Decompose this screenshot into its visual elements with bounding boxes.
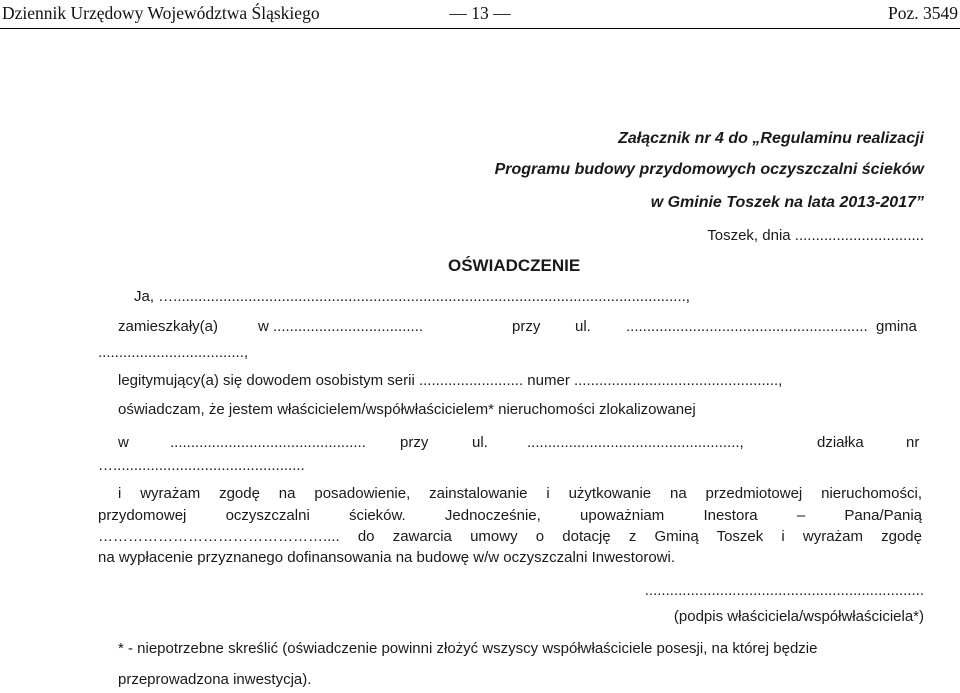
consent-paragraph-line-1: i wyrażam zgodę na posadowienie, zainstalowanie i użytkowanie na przedmiotowej nieruchomości,: [118, 485, 922, 502]
plot-label: działka: [817, 434, 864, 451]
residence-at-label: przy: [512, 318, 541, 335]
property-street-field: ...................................................,: [527, 434, 744, 451]
footnote-line-1: * - niepotrzebne skreślić (oświadczenie powinni złożyć wszyscy współwłaściciele posesji, na której będzie: [118, 640, 818, 657]
residence-street-label: ul.: [575, 318, 591, 335]
property-at-label: przy: [400, 434, 429, 451]
commune-field: ...................................,: [98, 344, 249, 361]
page-number: — 13 —: [449, 3, 511, 23]
signature-line: ...................................................................: [644, 582, 924, 599]
document-title: OŚWIADCZENIE: [448, 256, 581, 275]
property-town-label: w: [118, 434, 129, 451]
ownership-statement: oświadczam, że jestem właścicielem/współwłaścicielem* nieruchomości zlokalizowanej: [118, 401, 696, 418]
position-number: Poz. 3549: [888, 3, 958, 23]
consent-paragraph-line-2: przydomowej oczyszczalni ścieków. Jednocześnie, upoważniam Inestora – Pana/Panią: [98, 507, 922, 524]
residence-street-field: ..........................................................: [626, 318, 868, 335]
footnote-line-2: przeprowadzona inwestycja).: [118, 671, 312, 688]
residence-town-field: w ....................................: [258, 318, 424, 335]
annex-line-1: Załącznik nr 4 do „Regulaminu realizacji: [618, 130, 924, 147]
signature-label: (podpis właściciela/współwłaściciela*): [673, 608, 924, 625]
place-date: Toszek, dnia ...............................: [707, 227, 924, 244]
annex-line-3: w Gminie Toszek na lata 2013-2017”: [650, 194, 924, 211]
property-street-label: ul.: [472, 434, 488, 451]
property-town-field: ...............................................: [170, 434, 366, 451]
consent-paragraph-line-3: ……………………………………….... do zawarcia umowy o dotację z Gminą Toszek i wyrażam zgodę: [98, 528, 922, 545]
id-card-line: legitymujący(a) się dowodem osobistym serii ......................... numer .................................................,: [118, 372, 783, 389]
residence-label: zamieszkały(a): [118, 318, 219, 335]
plot-number-label: nr: [906, 434, 920, 451]
residence-commune-label: gmina: [876, 318, 917, 335]
annex-line-2: Programu budowy przydomowych oczyszczalni ścieków: [494, 161, 924, 178]
plot-number-field: …..............................................: [98, 457, 305, 474]
name-line: Ja, …...........................................................................................................................,: [134, 288, 690, 305]
journal-title: Dziennik Urzędowy Województwa Śląskiego: [2, 3, 320, 23]
consent-paragraph-line-4: na wypłacenie przyznanego dofinansowania na budowę w/w oczyszczalni Inwestorowi.: [98, 549, 675, 566]
